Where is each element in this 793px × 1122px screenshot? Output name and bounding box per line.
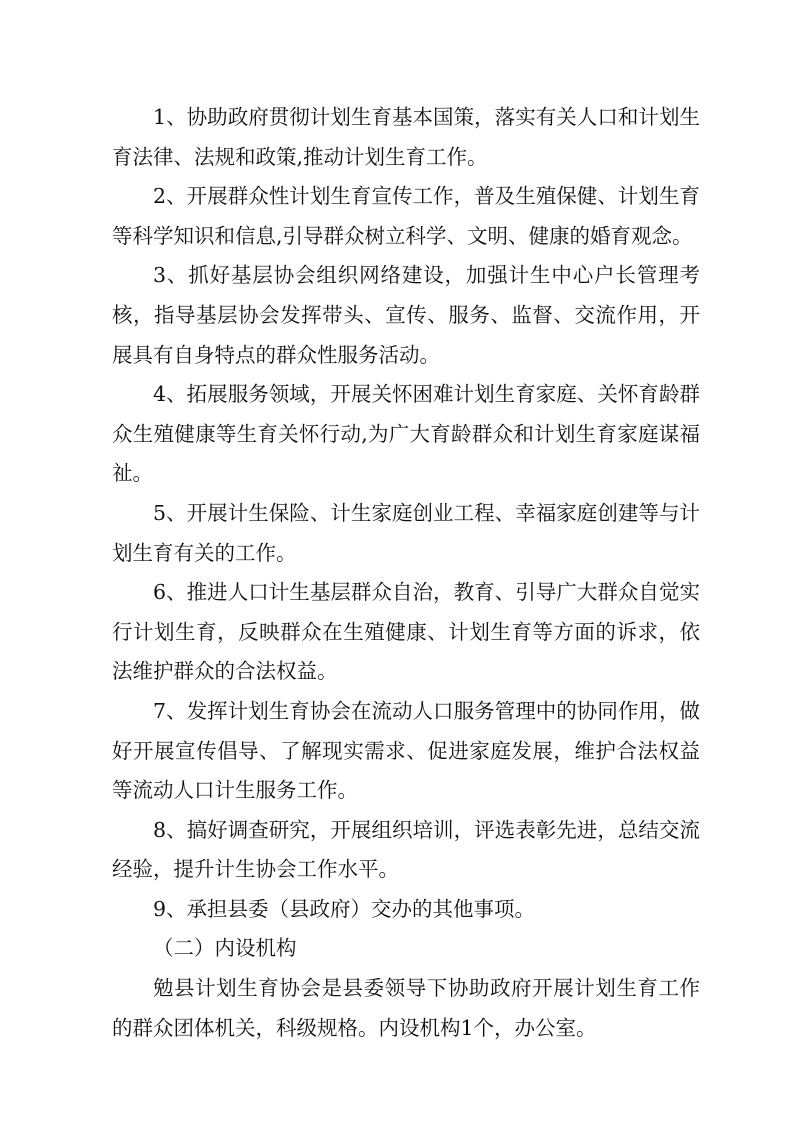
list-item: 4、拓展服务领域，开展关怀困难计划生育家庭、关怀育龄群众生殖健康等生育关怀行动,为广大育龄群众和计划生育家庭谋福祉。: [112, 382, 700, 486]
list-item: 1、协助政府贯彻计划生育基本国策，落实有关人口和计划生育法律、法规和政策,推动计划生育工作。: [112, 105, 700, 169]
list-item: 6、推进人口计生基层群众自治，教育、引导广大群众自觉实行计划生育，反映群众在生殖健康、计划生育等方面的诉求，依法维护群众的合法权益。: [112, 580, 700, 684]
list-item: 2、开展群众性计划生育宣传工作，普及生殖保健、计划生育等科学知识和信息,引导群众树立科学、文明、健康的婚育观念。: [112, 184, 700, 248]
list-item: 8、搞好调查研究，开展组织培训，评选表彰先进，总结交流经验，提升计生协会工作水平。: [112, 817, 700, 882]
section-paragraph: 勉县计划生育协会是县委领导下协助政府开展计划生育工作的群众团体机关，科级规格。内设机构1个，办公室。: [112, 976, 700, 1040]
list-item: 3、抓好基层协会组织网络建设，加强计生中心户长管理考核，指导基层协会发挥带头、宣传、服务、监督、交流作用，开展具有自身特点的群众性服务活动。: [112, 263, 700, 367]
section-heading: （二）内设机构: [153, 936, 297, 961]
document-body: [112, 98, 700, 1048]
list-item: 7、发挥计划生育协会在流动人口服务管理中的协同作用，做好开展宣传倡导、了解现实需求、促进家庭发展，维护合法权益等流动人口计生服务工作。: [112, 698, 700, 803]
list-item: 5、开展计生保险、计生家庭创业工程、幸福家庭创建等与计划生育有关的工作。: [112, 500, 700, 565]
list-item: 9、承担县委（县政府）交办的其他事项。: [153, 896, 536, 921]
